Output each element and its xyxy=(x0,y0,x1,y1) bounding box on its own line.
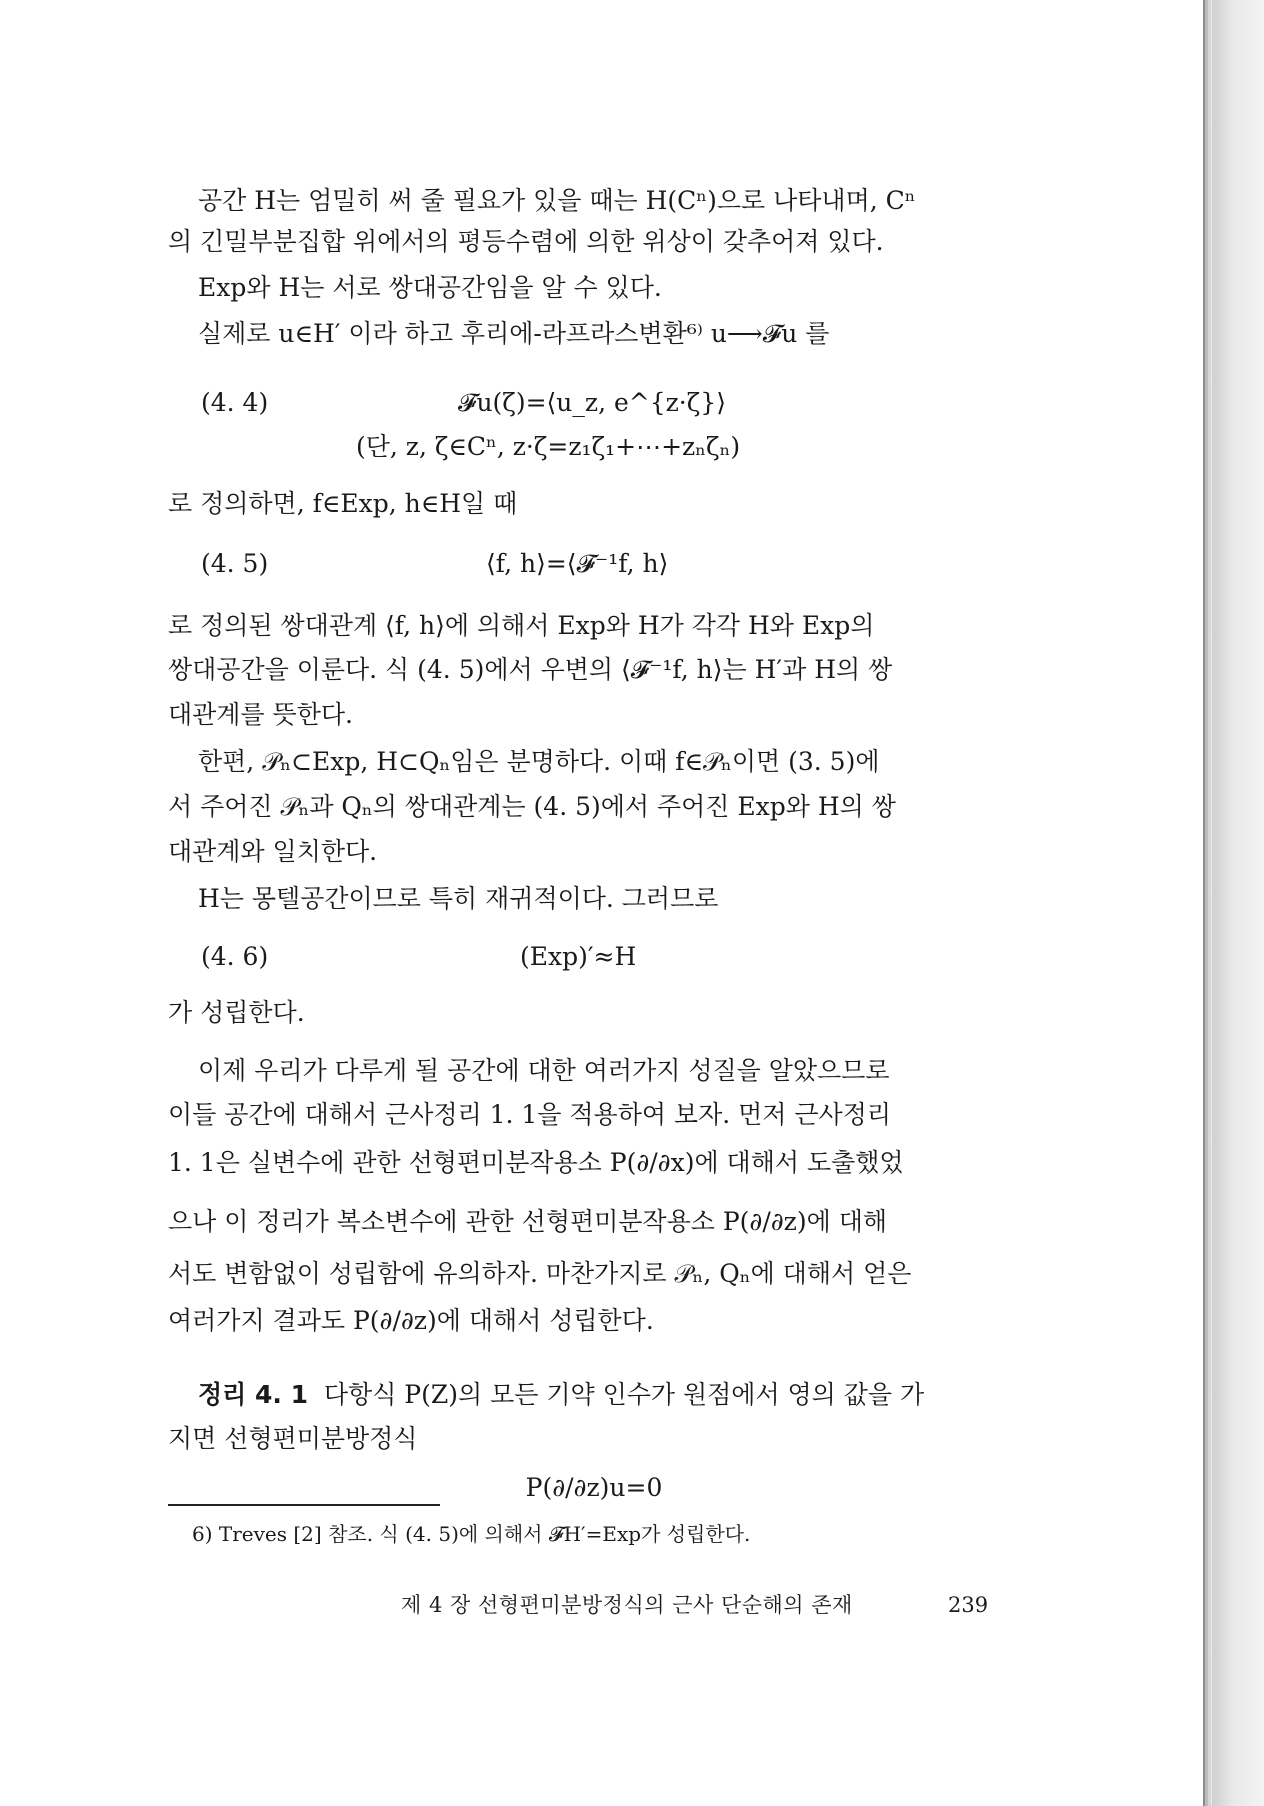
theorem-line: 지면 선형편미분방정식 xyxy=(168,1424,418,1453)
paragraph-line: 서 주어진 𝒫ₙ과 Qₙ의 쌍대관계는 (4. 5)에서 주어진 Exp와 H의 쌍 xyxy=(168,792,896,821)
equation-condition: (단, z, ζ∈Cⁿ, z·ζ=z₁ζ₁+⋯+zₙζₙ) xyxy=(356,432,741,461)
paragraph-line: 쌍대공간을 이룬다. 식 (4. 5)에서 우변의 ⟨𝓕⁻¹f, h⟩는 H′과 H의 쌍 xyxy=(168,655,893,684)
equation: (Exp)′≈H xyxy=(520,942,637,971)
paragraph-line: 로 정의된 쌍대관계 ⟨f, h⟩에 의해서 Exp와 H가 각각 H와 Exp의 xyxy=(168,611,875,640)
theorem-text: 다항식 P(Z)의 모든 기약 인수가 원점에서 영의 값을 가 xyxy=(323,1380,925,1409)
page-edge-shadow xyxy=(1212,0,1264,1806)
paragraph-line: 한편, 𝒫ₙ⊂Exp, H⊂Qₙ임은 분명하다. 이때 f∈𝒫ₙ이면 (3. 5)에 xyxy=(198,747,880,776)
paragraph-line: 이들 공간에 대해서 근사정리 1. 1을 적용하여 보자. 먼저 근사정리 xyxy=(168,1100,891,1129)
paragraph-line: 으나 이 정리가 복소변수에 관한 선형편미분작용소 P(∂/∂z)에 대해 xyxy=(168,1207,888,1236)
paragraph-line: 로 정의하면, f∈Exp, h∈H일 때 xyxy=(168,489,518,518)
paragraph-line: 1. 1은 실변수에 관한 선형편미분작용소 P(∂/∂x)에 대해서 도출했었 xyxy=(168,1148,904,1177)
paragraph-line: 가 성립한다. xyxy=(168,998,305,1027)
paragraph-line: 공간 H는 엄밀히 써 줄 필요가 있을 때는 H(Cⁿ)으로 나타내며, Cⁿ xyxy=(198,186,916,215)
paragraph-line: 실제로 u∈H′ 이라 하고 후리에-라프라스변환⁶⁾ u⟶𝓕u 를 xyxy=(198,319,830,348)
equation-number: (4. 4) xyxy=(201,388,269,417)
paragraph-line: 대관계와 일치한다. xyxy=(168,837,378,866)
paragraph-line: Exp와 H는 서로 쌍대공간임을 알 수 있다. xyxy=(198,273,662,302)
page-number: 239 xyxy=(948,1593,989,1617)
paragraph-line: 서도 변함없이 성립함에 유의하자. 마찬가지로 𝒫ₙ, Qₙ에 대해서 얻은 xyxy=(168,1259,912,1288)
footnote: 6) Treves [2] 참조. 식 (4. 5)에 의해서 𝓕H′=Exp가 성립한다. xyxy=(192,1522,751,1546)
paragraph-line: 이제 우리가 다루게 될 공간에 대한 여러가지 성질을 알았으므로 xyxy=(198,1056,890,1085)
equation: 𝓕u(ζ)=⟨u_z, e^{z·ζ}⟩ xyxy=(458,388,726,417)
running-head: 제 4 장 선형편미분방정식의 근사 단순해의 존재 xyxy=(401,1593,853,1617)
paragraph-line: H는 몽텔공간이므로 특히 재귀적이다. 그러므로 xyxy=(198,884,719,913)
theorem-line xyxy=(198,1378,1050,1412)
theorem-label: 정리 4. 1 xyxy=(198,1380,308,1409)
equation-number: (4. 6) xyxy=(201,942,269,971)
equation: ⟨f, h⟩=⟨𝓕⁻¹f, h⟩ xyxy=(486,549,669,578)
paragraph-line: 여러가지 결과도 P(∂/∂z)에 대해서 성립한다. xyxy=(168,1306,654,1335)
equation-number: (4. 5) xyxy=(201,549,269,578)
theorem-equation: P(∂/∂z)u=0 xyxy=(525,1473,663,1502)
footnote-rule xyxy=(168,1504,440,1506)
paragraph-line: 대관계를 뜻한다. xyxy=(168,700,353,729)
paragraph-line: 의 긴밀부분집합 위에서의 평등수렴에 의한 위상이 갖추어져 있다. xyxy=(168,227,884,256)
